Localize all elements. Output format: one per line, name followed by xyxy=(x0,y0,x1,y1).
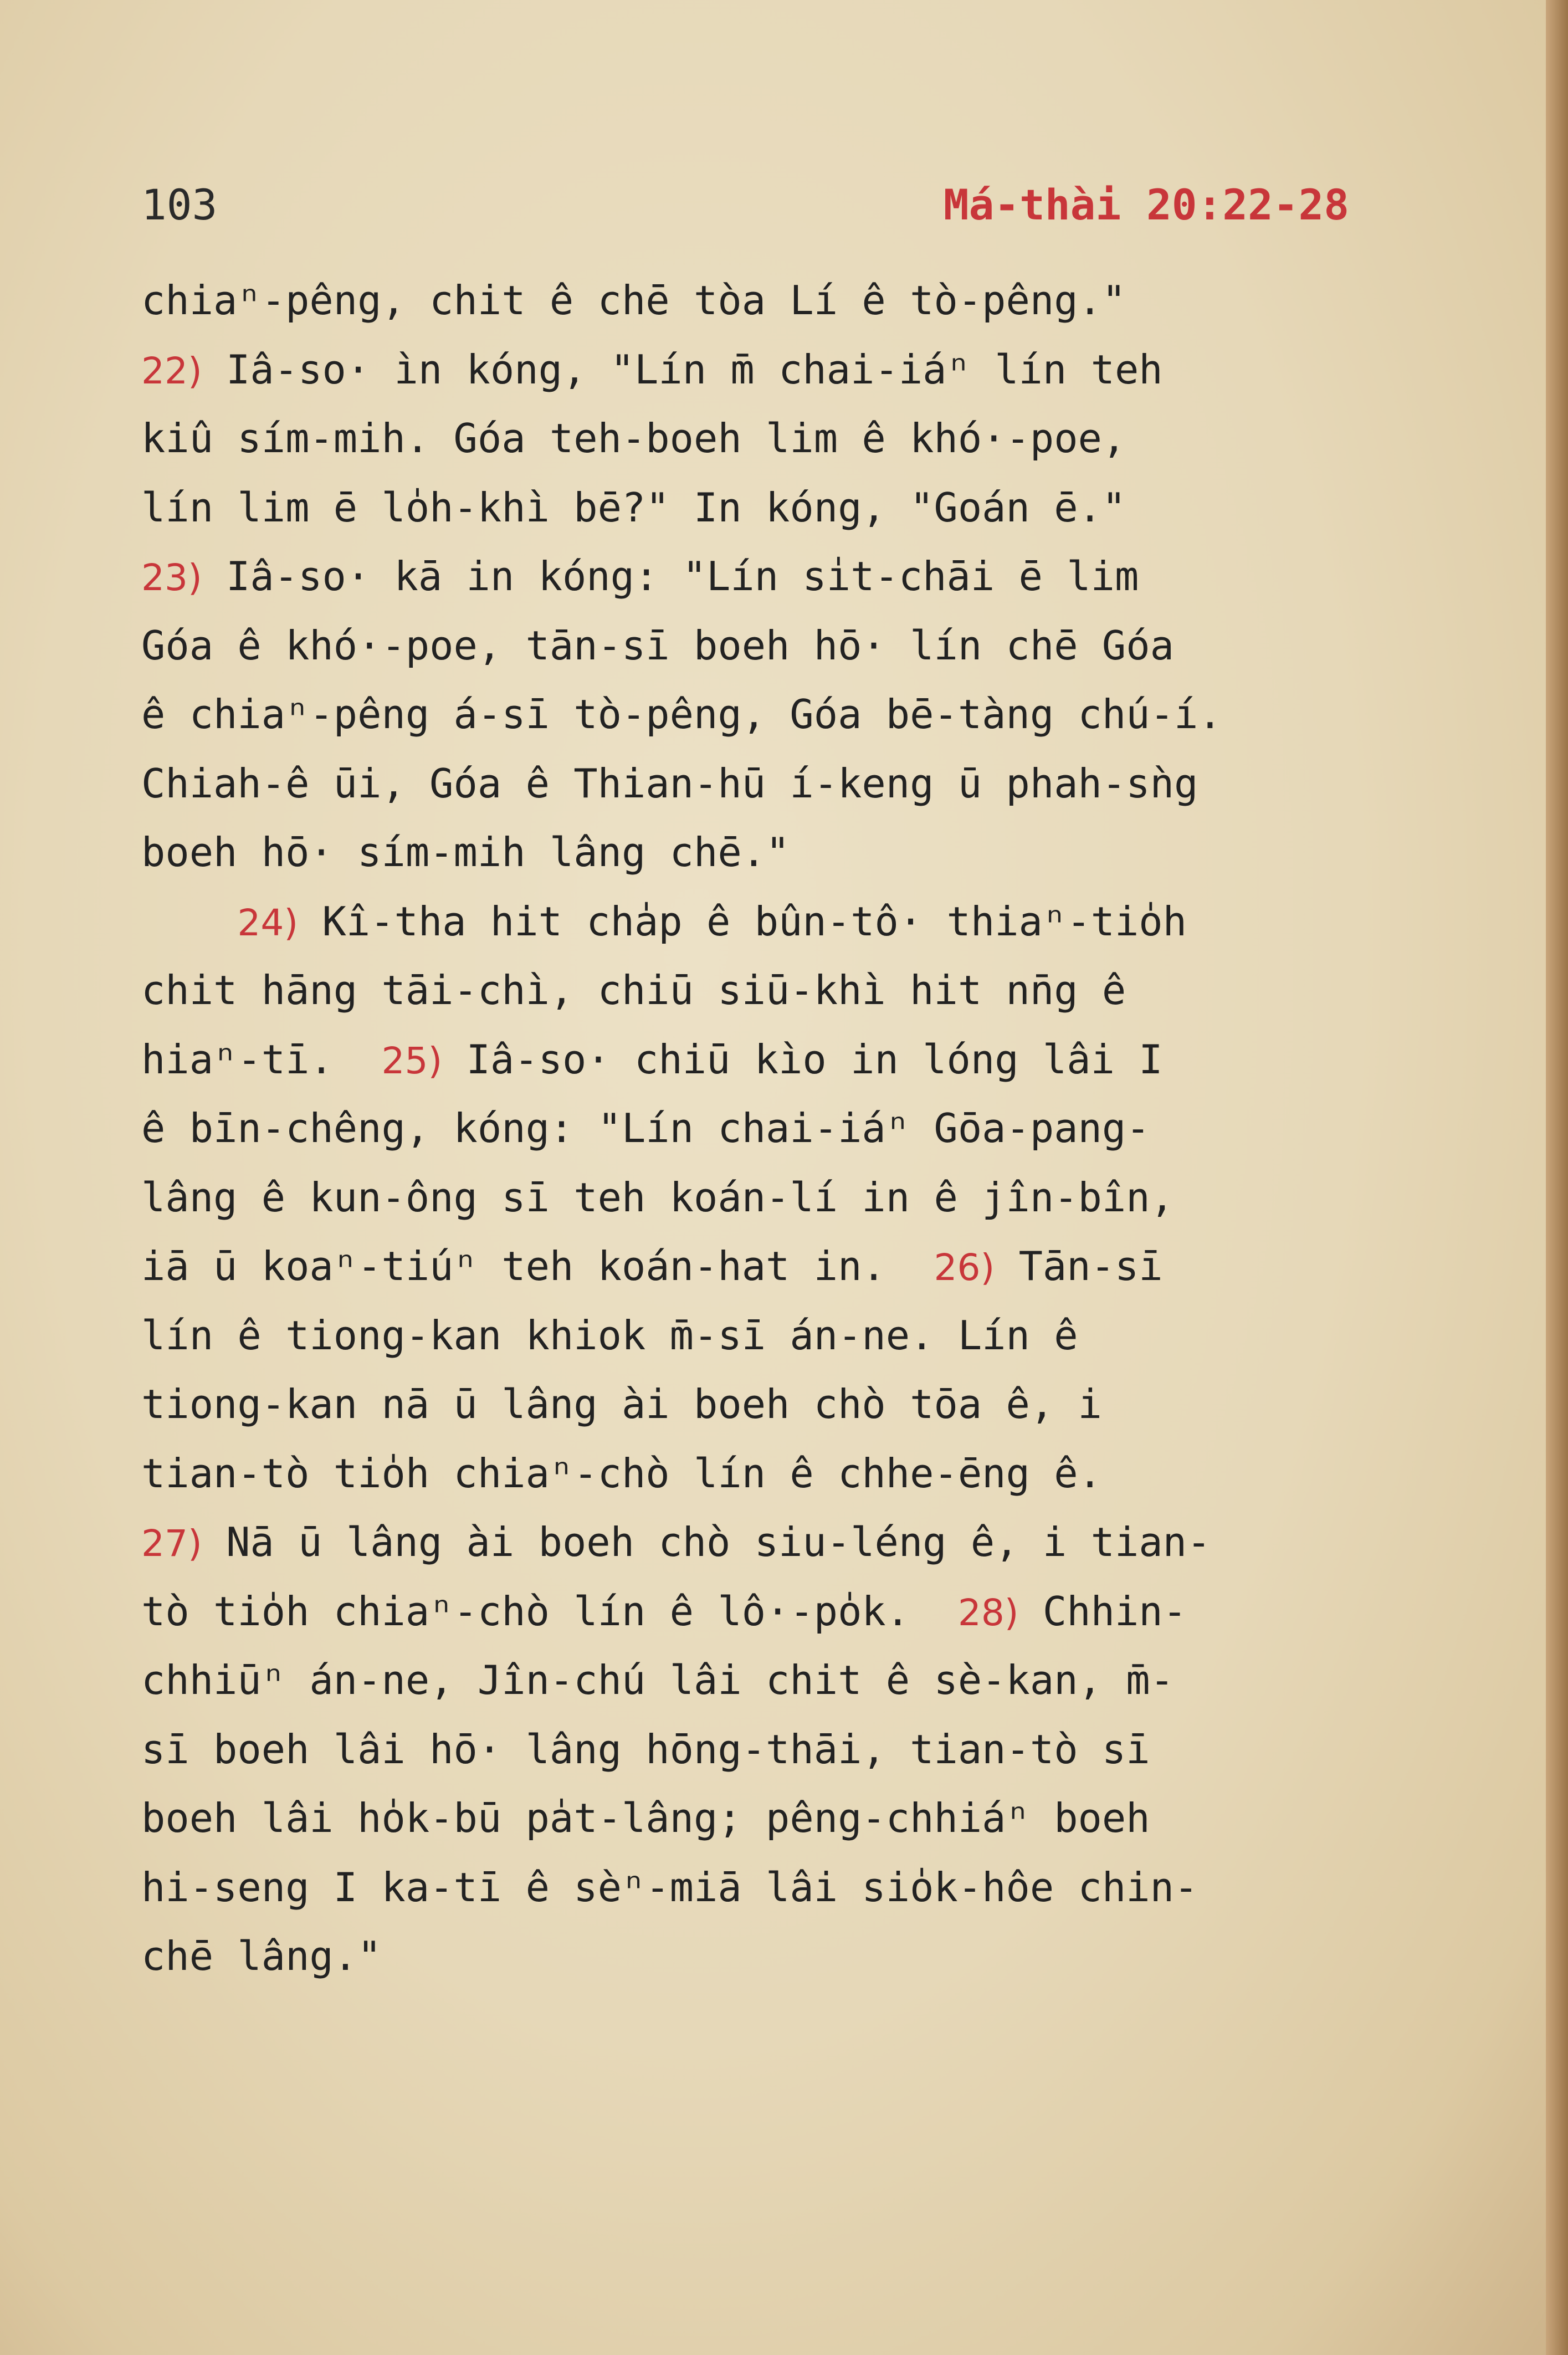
text-line xyxy=(141,956,1416,1025)
line-text: chē lâng." xyxy=(141,1933,382,1979)
text-line xyxy=(141,542,1416,611)
line-text: tò tio̍h chiaⁿ-chò lín ê lô·-po̍k. xyxy=(141,1588,958,1635)
text-line xyxy=(141,680,1416,749)
text-line xyxy=(141,1232,1416,1301)
verse-number: 26) xyxy=(934,1246,995,1289)
line-text: lâng ê kun-ông sī teh koán-lí in ê jîn-bîn, xyxy=(141,1174,1174,1221)
scripture-text xyxy=(141,266,1416,1991)
text-line xyxy=(141,1370,1416,1439)
line-text: Nā ū lâng ài boeh chò siu-léng ê, i tian- xyxy=(202,1519,1211,1565)
text-line xyxy=(141,1439,1416,1508)
line-text: hiaⁿ-tī. xyxy=(141,1036,382,1083)
verse-number: 27) xyxy=(141,1522,202,1565)
line-text: chit hāng tāi-chì, chiū siū-khì hit nn̄g ê xyxy=(141,967,1126,1013)
verse-number: 28) xyxy=(957,1591,1019,1634)
text-line xyxy=(141,1163,1416,1232)
line-text: hi-seng I ka-tī ê sèⁿ-miā lâi sio̍k-hôe chin- xyxy=(141,1863,1198,1911)
verse-number: 24) xyxy=(237,901,299,944)
line-text: tiong-kan nā ū lâng ài boeh chò tōa ê, i xyxy=(141,1381,1102,1427)
text-line xyxy=(141,749,1416,818)
line-text: Góa ê khó·-poe, tān-sī boeh hō· lín chē Góa xyxy=(141,622,1174,669)
line-text: Chhin- xyxy=(1018,1588,1187,1635)
line-text: lín lim ē lo̍h-khì bē?" In kóng, "Goán ē." xyxy=(141,484,1126,531)
line-text: Iâ-so· ìn kóng, "Lín m̄ chai-iáⁿ lín teh xyxy=(202,346,1163,393)
text-line xyxy=(141,1853,1416,1922)
line-text: boeh hō· sím-mih lâng chē." xyxy=(141,829,790,876)
text-line xyxy=(141,887,1416,956)
line-text: Iâ-so· chiū kìo in lóng lâi I xyxy=(442,1036,1163,1083)
line-text: kiû sím-mih. Góa teh-boeh lim ê khó·-poe, xyxy=(141,415,1126,462)
line-text: lín ê tiong-kan khiok m̄-sī án-ne. Lín ê xyxy=(141,1312,1078,1359)
text-line xyxy=(141,1646,1416,1715)
text-line xyxy=(141,473,1416,542)
line-text: ê bīn-chêng, kóng: "Lín chai-iáⁿ Gōa-pang- xyxy=(141,1105,1150,1151)
text-line xyxy=(141,1094,1416,1163)
text-line xyxy=(141,1025,1416,1094)
text-line xyxy=(141,335,1416,405)
text-line xyxy=(141,1922,1416,1991)
text-line xyxy=(141,404,1416,473)
line-text: Kî-tha hit cha̍p ê bûn-tô· thiaⁿ-tio̍h xyxy=(298,898,1187,945)
text-line xyxy=(141,1508,1416,1577)
running-head: Má-thài 20:22-28 xyxy=(943,180,1349,229)
verse-number: 23) xyxy=(141,556,202,599)
verse-number: 25) xyxy=(381,1039,443,1082)
line-text: boeh lâi ho̍k-bū pa̍t-lâng; pêng-chhiáⁿ boeh xyxy=(141,1795,1150,1841)
page-edge xyxy=(1546,0,1568,2355)
line-text: ê chiaⁿ-pêng á-sī tò-pêng, Góa bē-tàng chú-í. xyxy=(141,691,1222,738)
text-line xyxy=(141,1784,1416,1853)
text-line xyxy=(141,1301,1416,1370)
text-line xyxy=(141,266,1416,335)
line-text: tian-tò tio̍h chiaⁿ-chò lín ê chhe-ēng ê. xyxy=(141,1450,1102,1497)
line-text: sī boeh lâi hō· lâng hōng-thāi, tian-tò sī xyxy=(141,1726,1150,1773)
line-text: chhiūⁿ án-ne, Jîn-chú lâi chit ê sè-kan, m̄- xyxy=(141,1657,1174,1703)
line-text: chiaⁿ-pêng, chit ê chē tòa Lí ê tò-pêng." xyxy=(141,277,1126,324)
page-number: 103 xyxy=(141,180,218,229)
verse-number: 22) xyxy=(141,349,202,392)
text-line xyxy=(141,818,1416,887)
page-header xyxy=(141,177,1349,233)
line-text: Chiah-ê ūi, Góa ê Thian-hū í-keng ū phah-sǹg xyxy=(141,760,1198,807)
text-line xyxy=(141,1715,1416,1784)
text-line xyxy=(141,1577,1416,1646)
line-text: Iâ-so· kā in kóng: "Lín si̍t-chāi ē lim xyxy=(202,553,1139,600)
text-line xyxy=(141,611,1416,680)
line-text: Tān-sī xyxy=(995,1243,1163,1289)
line-text: iā ū koaⁿ-tiúⁿ teh koán-hat in. xyxy=(141,1243,934,1289)
